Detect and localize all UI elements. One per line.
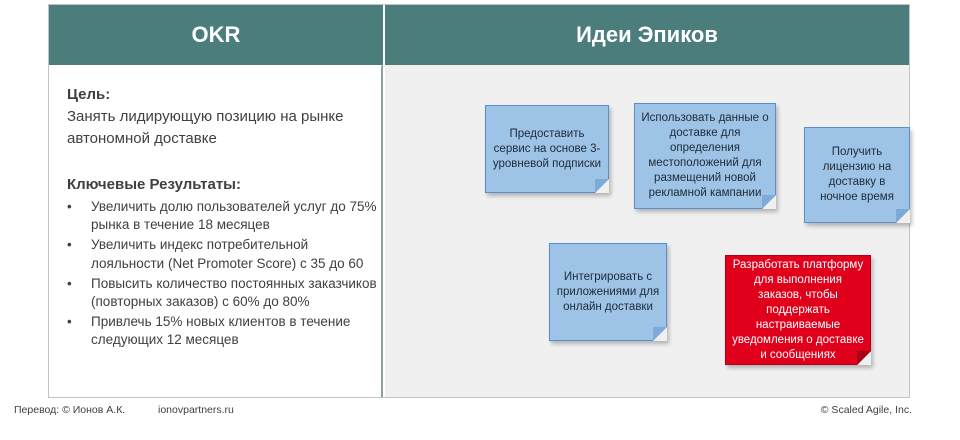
key-result-item (67, 236, 379, 272)
note-fold-icon (595, 179, 609, 193)
epic-ideas-pane (385, 65, 909, 397)
bullet-icon: • (67, 314, 72, 330)
epic-note-order-platform (725, 255, 871, 365)
epic-note-text: Разработать платформу для выполнения заказов, чтобы поддержать настраиваемые уведомления о доставке и сообщениях (732, 258, 864, 361)
key-result-item (67, 275, 379, 311)
epic-note-text: Использовать данные о доставке для определения местоположений для размещений новой рекламной кампании (641, 112, 769, 199)
bullet-icon: • (67, 275, 72, 291)
epic-note-delivery-data (634, 103, 776, 209)
bullet-icon: • (67, 199, 72, 214)
epic-note-text: Получить лицензию на доставку в ночное время (820, 146, 894, 203)
goal-text: Занять лидирующую позицию на рынке автономной доставке (67, 108, 344, 147)
epic-note-text: Предоставить сервис на основе 3-уровневой подписки (492, 127, 602, 170)
footer-translation: Перевод: © Ионов А.К. (14, 404, 126, 416)
key-result-item (67, 198, 379, 234)
key-results-list (67, 198, 379, 352)
key-result-text: Привлечь 15% новых клиентов в течение следующих 12 месяцев (91, 314, 351, 348)
okr-header: OKR (49, 5, 383, 65)
note-fold-icon (857, 351, 871, 365)
note-fold-icon (653, 327, 667, 341)
epic-note-text: Интегрировать с приложениями для онлайн доставки (556, 270, 660, 313)
key-results-label: Ключевые Результаты: (67, 176, 241, 193)
bullet-icon: • (67, 237, 72, 253)
epic-note-night-license (804, 127, 910, 223)
key-result-text: Повысить количество постоянных заказчиков (повторных заказов) с 60% до 80% (91, 275, 377, 310)
okr-epics-table (48, 4, 910, 398)
goal-label: Цель: (67, 86, 111, 103)
footer-site-link[interactable]: ionovpartners.ru (158, 404, 234, 416)
key-result-text: Увеличить индекс потребительной лояльности (Net Promoter Score) с 35 до 60 (91, 237, 364, 271)
epic-ideas-header: Идеи Эпиков (385, 5, 909, 65)
okr-pane (49, 65, 383, 397)
epic-note-integration (549, 243, 667, 341)
key-result-item (67, 313, 379, 349)
note-fold-icon (896, 209, 910, 223)
note-fold-icon (762, 195, 776, 209)
key-result-text: Увеличить долю пользователей услуг до 75% рынка в течение 18 месяцев (91, 199, 377, 233)
epic-note-subscription (485, 105, 609, 193)
footer-copyright: © Scaled Agile, Inc. (820, 404, 912, 416)
